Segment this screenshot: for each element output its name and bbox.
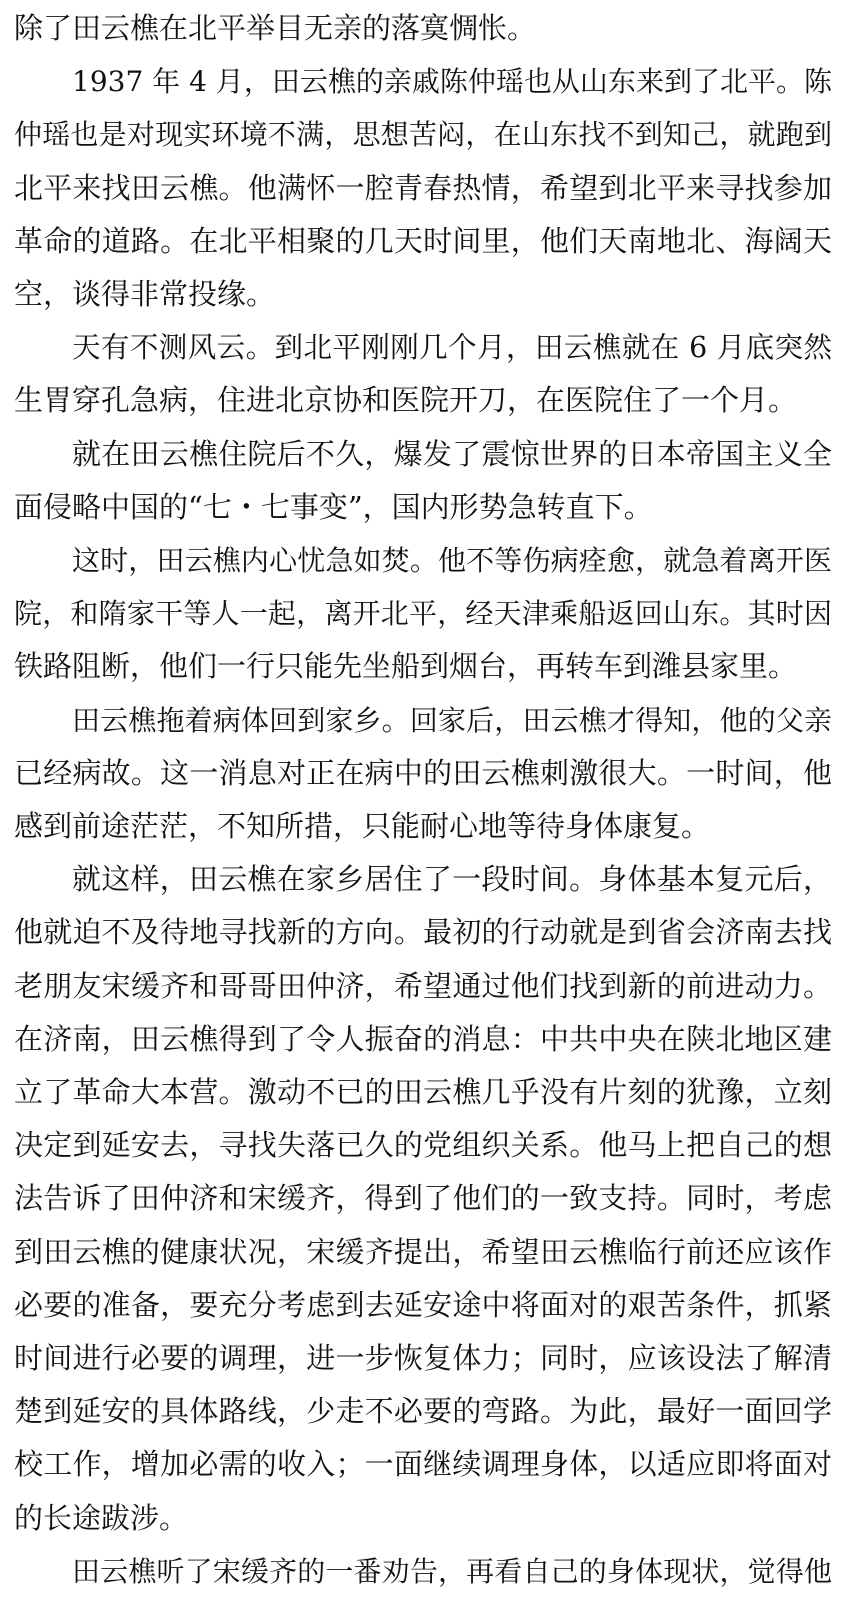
text-line: 天有不测风云。到北平刚刚几个月，田云樵就在 6 月底突然	[72, 331, 832, 365]
text-line: 的长途跋涉。	[14, 1500, 189, 1535]
text-line: 仲瑶也是对现实环境不满，思想苦闷，在山东找不到知己，就跑到	[14, 118, 832, 152]
text-line: 革命的道路。在北平相聚的几天时间里，他们天南地北、海阔天	[14, 223, 832, 258]
text-line: 感到前途茫茫，不知所措，只能耐心地等待身体康复。	[14, 809, 711, 844]
text-line: 铁路阻断，他们一行只能先坐船到烟台，再转车到潍县家里。	[14, 649, 798, 684]
paragraph	[14, 853, 832, 1545]
text-line: 立了革命大本营。激动不已的田云樵几乎没有片刻的犹豫，立刻	[14, 1075, 832, 1110]
paragraph	[14, 534, 832, 694]
paragraph	[14, 55, 832, 321]
text-line: 空，谈得非常投缘。	[14, 277, 276, 312]
text-line: 已经病故。这一消息对正在病中的田云樵刺激很大。一时间，他	[14, 755, 832, 790]
text-line: 这时，田云樵内心忧急如焚。他不等伤病痊愈，就急着离开医	[72, 544, 832, 578]
text-line: 必要的准备，要充分考虑到去延安途中将面对的艰苦条件，抓紧	[14, 1287, 832, 1322]
paragraph	[14, 321, 832, 427]
text-line: 就在田云樵住院后不久，爆发了震惊世界的日本帝国主义全	[72, 436, 832, 471]
text-line: 法告诉了田仲济和宋缓齐，得到了他们的一致支持。同时，考虑	[14, 1181, 832, 1216]
text-line: 面侵略中国的“七・七事变”，国内形势急转直下。	[14, 489, 653, 524]
text-line: 校工作，增加必需的收入；一面继续调理身体，以适应即将面对	[14, 1447, 832, 1482]
text-line: 在济南，田云樵得到了令人振奋的消息：中共中央在陕北地区建	[14, 1021, 832, 1056]
text-line: 楚到延安的具体路线，少走不必要的弯路。为此，最好一面回学	[14, 1394, 832, 1429]
text-line: 他就迫不及待地寻找新的方向。最初的行动就是到省会济南去找	[14, 915, 832, 950]
paragraph	[14, 428, 832, 534]
text-line: 决定到延安去，寻找失落已久的党组织关系。他马上把自己的想	[14, 1128, 832, 1163]
book-page	[14, 2, 832, 1598]
paragraph	[14, 694, 832, 854]
text-line: 到田云樵的健康状况，宋缓齐提出，希望田云樵临行前还应该作	[14, 1234, 832, 1269]
paragraph	[14, 1545, 832, 1598]
text-line: 田云樵听了宋缓齐的一番劝告，再看自己的身体现状，觉得他	[72, 1554, 832, 1588]
text-line: 时间进行必要的调理，进一步恢复体力；同时，应该设法了解清	[14, 1341, 832, 1376]
text-line: 老朋友宋缓齐和哥哥田仲济，希望通过他们找到新的前进动力。	[14, 968, 832, 1003]
text-line: 田云樵拖着病体回到家乡。回家后，田云樵才得知，他的父亲	[72, 703, 832, 737]
text-line: 北平来找田云樵。他满怀一腔青春热情，希望到北平来寻找参加	[14, 170, 832, 205]
text-line: 生胃穿孔急病，住进北京协和医院开刀，在医院住了一个月。	[14, 383, 798, 418]
text-line: 1937 年 4 月，田云樵的亲戚陈仲瑶也从山东来到了北平。陈	[72, 65, 832, 99]
text-line: 除了田云樵在北平举目无亲的落寞惆怅。	[14, 11, 537, 45]
paragraph	[14, 2, 832, 55]
text-line: 院，和隋家干等人一起，离开北平，经天津乘船返回山东。其时因	[14, 597, 832, 631]
text-line: 就这样，田云樵在家乡居住了一段时间。身体基本复元后，	[72, 862, 832, 897]
